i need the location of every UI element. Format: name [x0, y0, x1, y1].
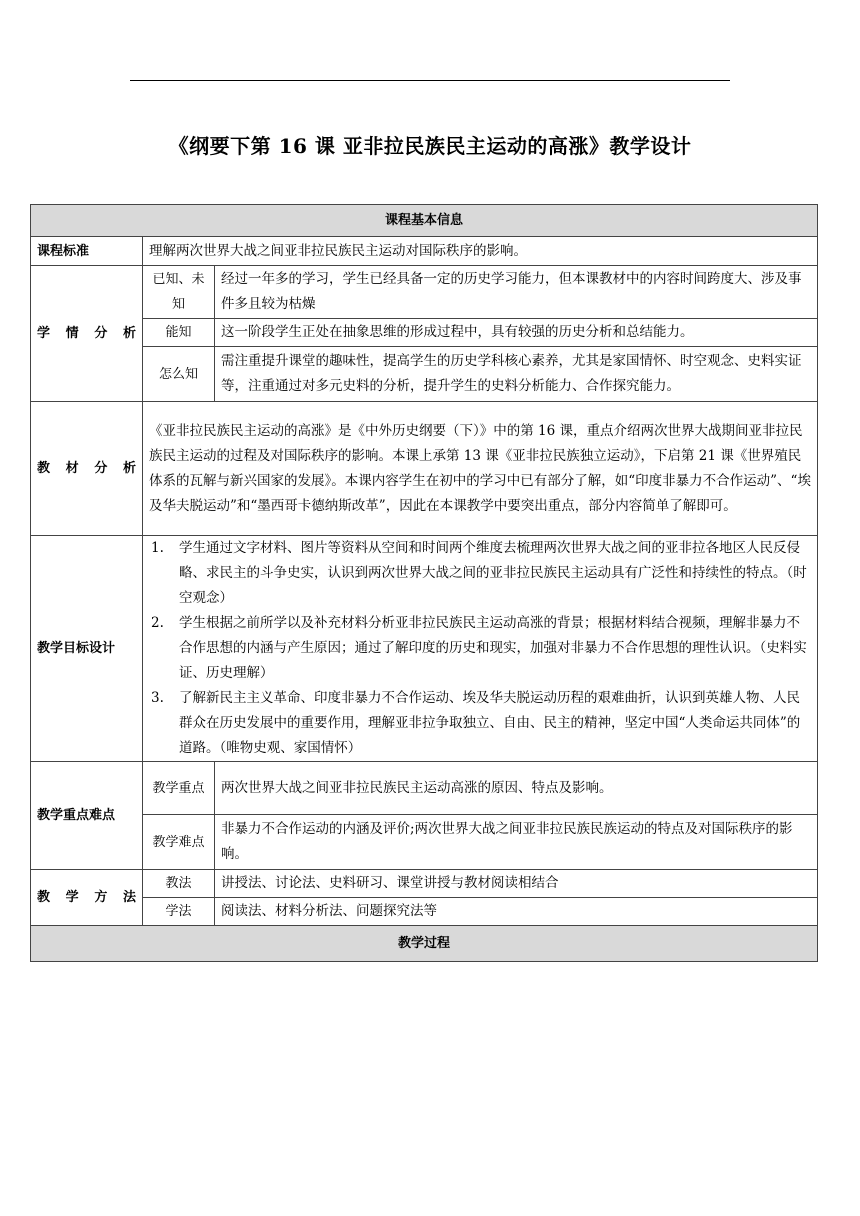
row-textbook-analysis — [31, 402, 818, 536]
row-teaching-goals — [31, 536, 818, 762]
learning-method-text: 阅读法、材料分析法、问题探究法等 — [215, 898, 818, 926]
learner-sublabel-known-unknown: 已知、未知 — [143, 266, 215, 319]
key-point-text: 两次世界大战之间亚非拉民族民主运动高涨的原因、特点及影响。 — [215, 762, 818, 815]
textbook-analysis-text: 《亚非拉民族民主运动的高涨》是《中外历史纲要（下）》中的第 16 课，重点介绍两次世界大战期间亚非拉民族民主运动的过程及对国际秩序的影响。本课上承第 13 课《亚非拉民族独立运动》，下启第 21 课《世界殖民体系的瓦解与新兴国家的发展》。本课内容学生在初中的学习中已有部分了解，如“印度非暴力不合作运动”、“埃及华夫脱运动”和“墨西哥卡德纳斯改革”，因此在本课教学中要突出重点，部分内容简单了解即可。 — [143, 402, 818, 536]
goal-text: 学生通过文字材料、图片等资料从空间和时间两个维度去梳理两次世界大战之间的亚非拉各地区人民反侵略、求民主的斗争史实，认识到两次世界大战之间的亚非拉民族民主运动具有广泛性和持续性的特点。（时空观念） — [179, 540, 807, 606]
teaching-goals-list — [149, 536, 811, 761]
teaching-goals-label: 教学目标设计 — [31, 536, 143, 762]
learner-text-known-unknown: 经过一年多的学习，学生已经具备一定的历史学习能力，但本课教材中的内容时间跨度大、涉及事件多且较为枯燥 — [215, 266, 818, 319]
curriculum-standard-text: 理解两次世界大战之间亚非拉民族民主运动对国际秩序的影响。 — [143, 237, 818, 266]
difficult-point-sublabel: 教学难点 — [143, 815, 215, 870]
header-rule — [130, 80, 730, 81]
curriculum-standard-label: 课程标准 — [31, 237, 143, 266]
row-learning-method — [31, 898, 818, 926]
row-key-points — [31, 762, 818, 815]
goal-text: 了解新民主主义革命、印度非暴力不合作运动、埃及华夫脱运动历程的艰难曲折，认识到英雄人物、人民群众在历史发展中的重要作用，理解亚非拉争取独立、自由、民主的精神，坚定中国“人类命运共同体”的道路。（唯物史观、家国情怀） — [179, 690, 801, 756]
row-learner-analysis-3 — [31, 347, 818, 402]
learner-analysis-label: 学 情 分 析 — [31, 266, 143, 402]
key-point-sublabel: 教学重点 — [143, 762, 215, 815]
list-item — [149, 611, 811, 686]
learner-text-can-know: 这一阶段学生正处在抽象思维的形成过程中，具有较强的历史分析和总结能力。 — [215, 319, 818, 347]
methods-label: 教 学 方 法 — [31, 870, 143, 926]
teaching-method-text: 讲授法、讨论法、史料研习、课堂讲授与教材阅读相结合 — [215, 870, 818, 898]
list-item — [149, 536, 811, 611]
learning-method-sublabel: 学法 — [143, 898, 215, 926]
row-learner-analysis-1 — [31, 266, 818, 319]
goal-number: 1. — [151, 540, 164, 556]
goal-text: 学生根据之前所学以及补充材料分析亚非拉民族民主运动高涨的背景；根据材料结合视频，理解非暴力不合作思想的内涵与产生原因；通过了解印度的历史和现实，加强对非暴力不合作思想的理性认识。（史料实证、历史理解） — [179, 615, 807, 681]
row-curriculum-standard — [31, 237, 818, 266]
goal-number: 3. — [151, 690, 164, 706]
section-header-basic-info: 课程基本信息 — [31, 205, 818, 237]
learner-sublabel-can-know: 能知 — [143, 319, 215, 347]
list-item — [149, 686, 811, 761]
learner-sublabel-how-know: 怎么知 — [143, 347, 215, 402]
document-title: 《纲要下第 16 课 亚非拉民族民主运动的高涨》教学设计 — [168, 134, 692, 158]
section-header-teaching-process: 教学过程 — [31, 926, 818, 962]
learner-text-how-know: 需注重提升课堂的趣味性，提高学生的历史学科核心素养，尤其是家国情怀、时空观念、史料实证等，注重通过对多元史料的分析，提升学生的史料分析能力、合作探究能力。 — [215, 347, 818, 402]
teaching-method-sublabel: 教法 — [143, 870, 215, 898]
row-difficult-points — [31, 815, 818, 870]
key-difficult-label: 教学重点难点 — [31, 762, 143, 870]
row-teaching-method — [31, 870, 818, 898]
difficult-point-text: 非暴力不合作运动的内涵及评价;两次世界大战之间亚非拉民族民族运动的特点及对国际秩序的影响。 — [215, 815, 818, 870]
textbook-analysis-label: 教 材 分 析 — [31, 402, 143, 536]
goal-number: 2. — [151, 615, 164, 631]
row-learner-analysis-2 — [31, 319, 818, 347]
lesson-info-table — [30, 204, 818, 962]
